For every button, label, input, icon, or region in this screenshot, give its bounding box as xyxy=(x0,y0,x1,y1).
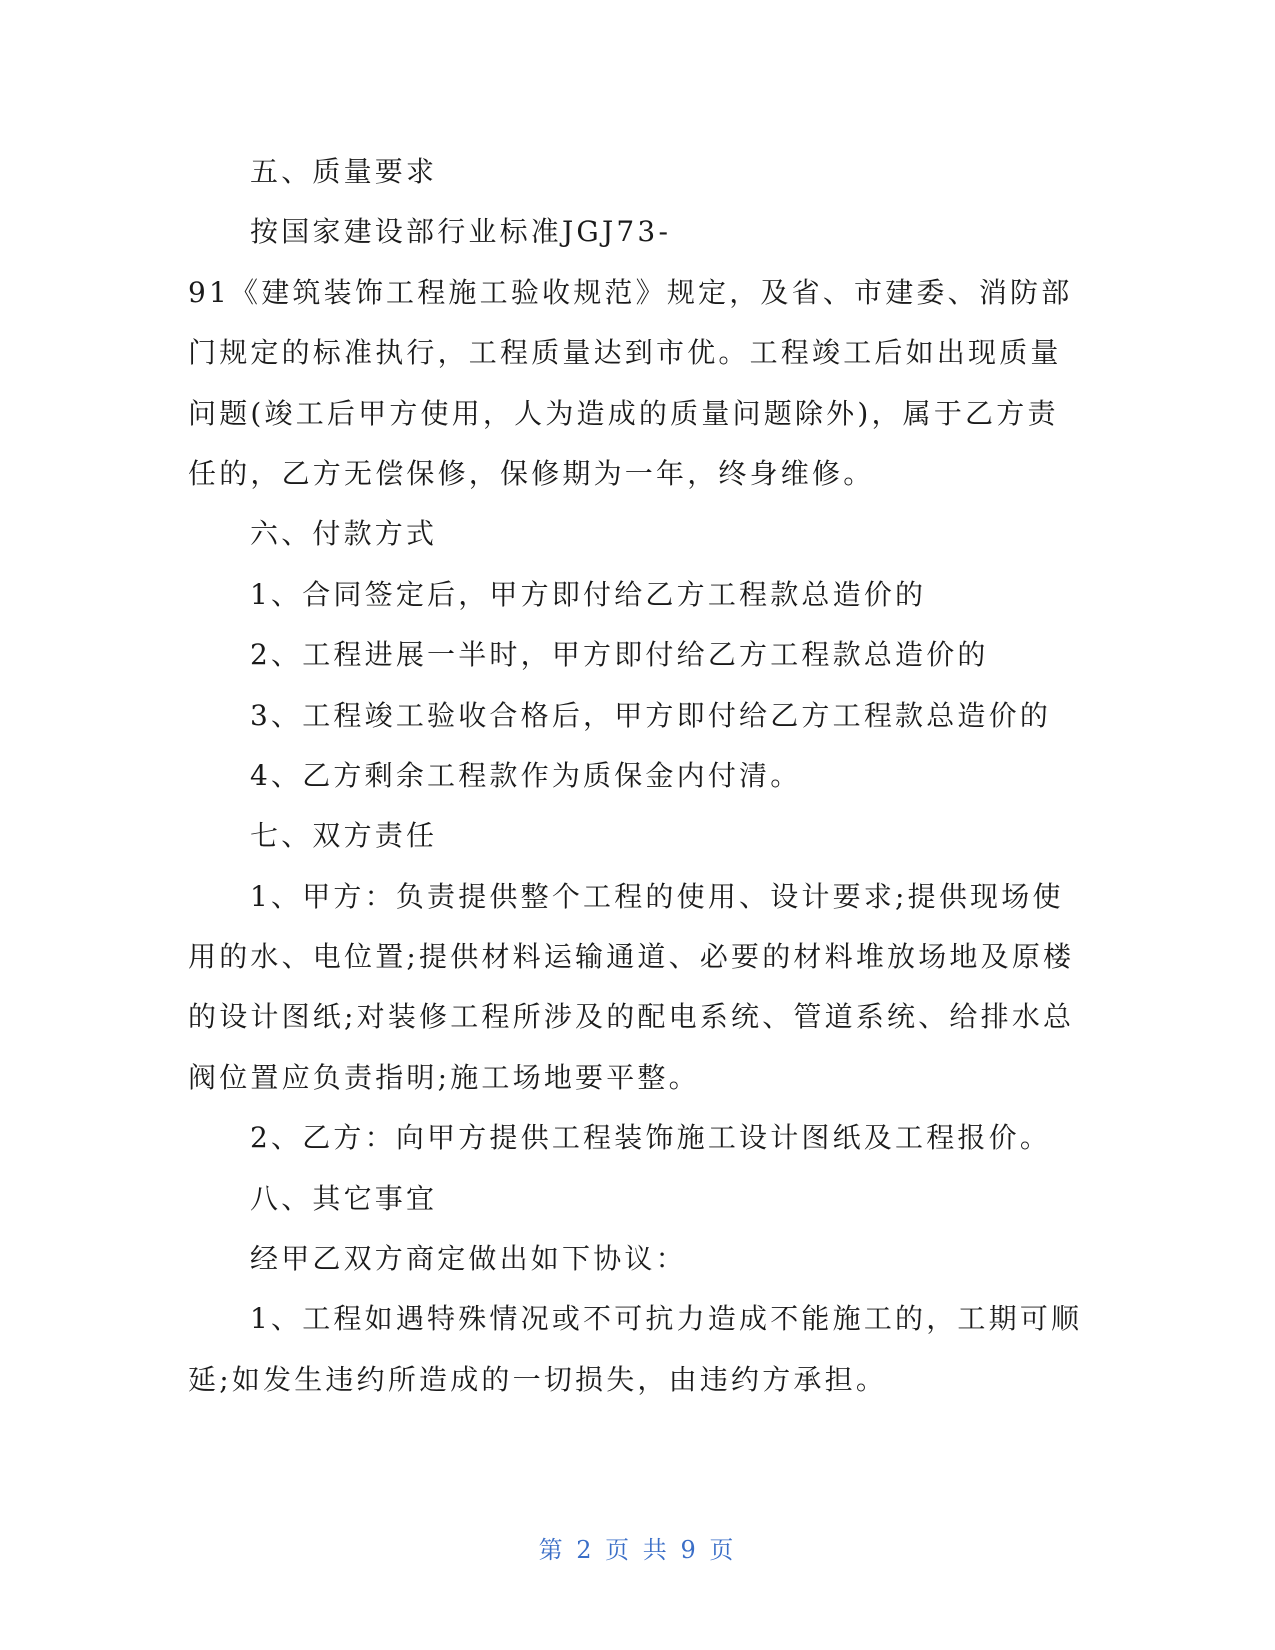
paragraph-line: 门规定的标准执行，工程质量达到市优。工程竣工后如出现质量 xyxy=(188,336,1062,370)
document-body xyxy=(188,142,1083,1410)
paragraph-line: 按国家建设部行业标准JGJ73- xyxy=(250,215,672,249)
paragraph-line: 任的，乙方无偿保修，保修期为一年，终身维修。 xyxy=(188,456,875,490)
paragraph-line: 问题(竣工后甲方使用，人为造成的质量问题除外)，属于乙方责 xyxy=(188,396,1059,430)
paragraph-line: 2、工程进展一半时，甲方即付给乙方工程款总造价的 xyxy=(250,638,989,672)
paragraph-line: 阀位置应负责指明;施工场地要平整。 xyxy=(188,1060,700,1094)
paragraph-line: 1、甲方：负责提供整个工程的使用、设计要求;提供现场使 xyxy=(250,879,1064,913)
paragraph-line: 经甲乙双方商定做出如下协议： xyxy=(250,1242,687,1276)
paragraph-line: 3、工程竣工验收合格后，甲方即付给乙方工程款总造价的 xyxy=(250,698,1052,732)
paragraph-line: 2、乙方：向甲方提供工程装饰施工设计图纸及工程报价。 xyxy=(250,1121,1052,1155)
paragraph-line: 用的水、电位置;提供材料运输通道、必要的材料堆放场地及原楼 xyxy=(188,940,1075,974)
section-heading-quality: 五、质量要求 xyxy=(250,155,438,188)
paragraph-line: 4、乙方剩余工程款作为质保金内付清。 xyxy=(250,758,802,792)
page-number-footer: 第 2 页 共 9 页 xyxy=(538,1536,737,1564)
paragraph-line: 1、合同签定后，甲方即付给乙方工程款总造价的 xyxy=(250,577,927,611)
paragraph-line: 91《建筑装饰工程施工验收规范》规定，及省、市建委、消防部 xyxy=(188,275,1073,309)
paragraph-line: 延;如发生违约所造成的一切损失，由违约方承担。 xyxy=(188,1362,888,1396)
paragraph-line: 的设计图纸;对装修工程所涉及的配电系统、管道系统、给排水总 xyxy=(188,1000,1075,1034)
section-heading-payment: 六、付款方式 xyxy=(250,517,438,551)
section-heading-responsibilities: 七、双方责任 xyxy=(250,819,438,853)
paragraph-line: 1、工程如遇特殊情况或不可抗力造成不能施工的，工期可顺 xyxy=(250,1302,1083,1336)
section-heading-other-matters: 八、其它事宜 xyxy=(250,1181,438,1215)
